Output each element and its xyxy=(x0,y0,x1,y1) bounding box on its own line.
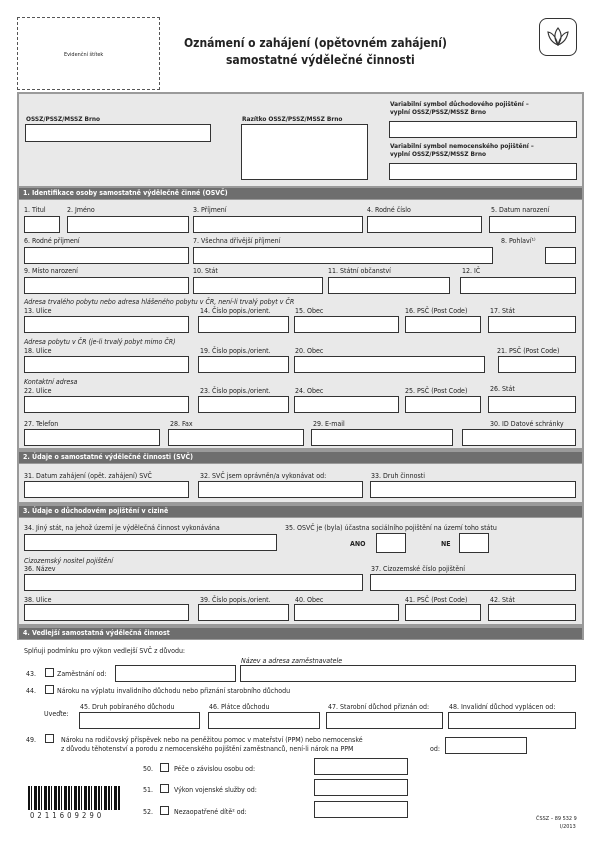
obec-20-field[interactable] xyxy=(294,356,485,373)
uvedte-label: Uveďte: xyxy=(44,710,69,718)
rodne-prijmeni-field[interactable] xyxy=(24,247,189,264)
pece-label: Péče o závislou osobu od: xyxy=(174,765,256,773)
starobni-duchod-field[interactable] xyxy=(326,712,443,729)
ic-field[interactable] xyxy=(460,277,576,294)
psc-21-field[interactable] xyxy=(498,356,576,373)
adresa-pobytu-title: Adresa pobytu v ČR (je-li trvalý pobyt mimo ČR) xyxy=(24,338,176,346)
ne-label: NE xyxy=(441,540,451,548)
rodicovsky-od-label: od: xyxy=(430,745,440,753)
form-version: I/2013 xyxy=(560,824,576,830)
jiny-stat-label: 34. Jiný stát, na jehož území je výdělečná činnost vykonávána xyxy=(24,524,220,532)
ulice-38-label: 38. Ulice xyxy=(24,596,52,604)
leaf-logo-svg xyxy=(540,19,576,55)
obec-24-label: 24. Obec xyxy=(295,387,324,395)
rodicovsky-od-field[interactable] xyxy=(445,737,527,754)
ulice-22-field[interactable] xyxy=(24,396,189,413)
opravnen-od-field[interactable] xyxy=(198,481,363,498)
zamestnavatel-field[interactable] xyxy=(240,665,576,682)
obec-40-label: 40. Obec xyxy=(295,596,324,604)
dite-label: Nezaopatřené dítě² od: xyxy=(174,808,247,816)
rodne-cislo-field[interactable] xyxy=(367,216,482,233)
psc-41-label: 41. PSČ (Post Code) xyxy=(405,596,468,604)
prijmeni-label: 3. Příjmení xyxy=(193,206,227,214)
razitko-label: Razítko OSSZ/PSSZ/MSSZ Brno xyxy=(242,115,343,123)
adresa-trvaleho-pobytu-title: Adresa trvalého pobytu nebo adresa hlášeného pobytu v ČR, není-li trvalý pobyt v ČR xyxy=(24,298,295,306)
ano-label: ANO xyxy=(350,540,366,548)
datum-narozeni-label: 5. Datum narození xyxy=(491,206,550,214)
ulice-13-label: 13. Ulice xyxy=(24,307,52,315)
druh-duchodu-label: 45. Druh pobíraného důchodu xyxy=(80,703,175,711)
section-3-header: 3. Údaje o důchodovém pojištění v cizině xyxy=(19,506,582,517)
item-43-number: 43. xyxy=(26,670,37,678)
rodicovsky-label-2: z důvodu těhotenství a porodu z nemocenského pojištění zaměstnanců, není-li nárok na PPM xyxy=(61,745,354,753)
cizozemske-cislo-label: 37. Cizozemské číslo pojištění xyxy=(371,565,466,573)
druh-cinnosti-field[interactable] xyxy=(370,481,576,498)
section-2-header: 2. Údaje o samostatné výdělečné činnosti (SVČ) xyxy=(19,452,582,463)
razitko-field[interactable] xyxy=(241,124,368,180)
form-title-line2: samostatné výdělečné činnosti xyxy=(226,53,415,67)
opravnen-od-label: 32. SVČ jsem oprávněn/a vykonávat od: xyxy=(200,472,327,480)
jmeno-label: 2. Jméno xyxy=(67,206,95,214)
vs-duchod-field[interactable] xyxy=(389,121,577,138)
cislo-19-label: 19. Číslo popis./orient. xyxy=(200,347,271,355)
form-code: ČSSZ – 89 532 9 xyxy=(536,816,577,822)
starobni-duchod-label: 47. Starobní důchod přiznán od: xyxy=(328,703,430,711)
cislo-23-label: 23. Číslo popis./orient. xyxy=(200,387,271,395)
psc-16-field[interactable] xyxy=(405,316,481,333)
podminka-intro: Splňuji podmínku pro výkon vedlejší SVČ z důvodu: xyxy=(24,647,186,655)
duchod-checkbox[interactable] xyxy=(45,685,54,694)
invalidni-duchod-label: 48. Invalidní důchod vyplácen od: xyxy=(449,703,556,711)
ulice-38-field[interactable] xyxy=(24,604,189,621)
druh-cinnosti-label: 33. Druh činnosti xyxy=(371,472,425,480)
zamestnani-od-field[interactable] xyxy=(115,665,236,682)
cislo-14-field[interactable] xyxy=(198,316,289,333)
ulice-18-label: 18. Ulice xyxy=(24,347,52,355)
jiny-stat-field[interactable] xyxy=(24,534,277,551)
cislo-39-field[interactable] xyxy=(198,604,289,621)
psc-25-field[interactable] xyxy=(405,396,481,413)
stat-field[interactable] xyxy=(193,277,323,294)
rodicovsky-checkbox[interactable] xyxy=(45,734,54,743)
stat-17-field[interactable] xyxy=(488,316,576,333)
rodicovsky-label-1: Nároku na rodičovský příspěvek nebo na peněžitou pomoc v mateřství (PPM) nebo nemocenské xyxy=(61,736,363,744)
ulice-22-label: 22. Ulice xyxy=(24,387,52,395)
nazev-zamestnavatele-label: Název a adresa zaměstnavatele xyxy=(241,657,343,665)
obcanstvi-label: 11. Státní občanství xyxy=(328,267,391,275)
item-50-number: 50. xyxy=(143,765,154,773)
datum-zahajeni-field[interactable] xyxy=(24,481,189,498)
email-label: 29. E-mail xyxy=(313,420,345,428)
stamp-label: Evidenční štítek xyxy=(64,52,104,58)
rodne-cislo-label: 4. Rodné číslo xyxy=(367,206,411,214)
vs-duchod-label-2: vyplní OSSZ/PSSZ/MSSZ Brno xyxy=(390,108,487,116)
ano-checkbox[interactable] xyxy=(376,533,406,553)
vojenska-checkbox[interactable] xyxy=(160,784,169,793)
cislo-19-field[interactable] xyxy=(198,356,289,373)
vs-nemoc-label-2: vyplní OSSZ/PSSZ/MSSZ Brno xyxy=(390,150,487,158)
barcode xyxy=(28,786,120,810)
rodne-prijmeni-label: 6. Rodné příjmení xyxy=(24,237,80,245)
misto-narozeni-label: 9. Místo narození xyxy=(24,267,78,275)
item-52-number: 52. xyxy=(143,808,154,816)
prijmeni-field[interactable] xyxy=(193,216,363,233)
stat-17-label: 17. Stát xyxy=(490,307,515,315)
vs-nemoc-field[interactable] xyxy=(389,163,577,180)
ulice-18-field[interactable] xyxy=(24,356,189,373)
platce-duchodu-label: 46. Plátce důchodu xyxy=(209,703,270,711)
jmeno-field[interactable] xyxy=(67,216,189,233)
pohlavi-field[interactable] xyxy=(545,247,576,264)
cssz-leaf-logo-icon xyxy=(539,18,577,56)
cizozemske-cislo-field[interactable] xyxy=(370,574,576,591)
pece-od-field[interactable] xyxy=(314,758,408,775)
ic-label: 12. IČ xyxy=(462,267,481,275)
psc-41-field[interactable] xyxy=(405,604,481,621)
zamestnani-label: Zaměstnání od: xyxy=(57,670,107,678)
cislo-39-label: 39. Číslo popis./orient. xyxy=(200,596,271,604)
vojenska-label: Výkon vojenské služby od: xyxy=(174,786,257,794)
vsechna-prijmeni-field[interactable] xyxy=(193,247,493,264)
item-51-number: 51. xyxy=(143,786,154,794)
titul-field[interactable] xyxy=(24,216,60,233)
nazev-36-label: 36. Název xyxy=(24,565,56,573)
vs-duchod-label-1: Variabilní symbol důchodového pojištění – xyxy=(390,100,529,108)
stat-26-field[interactable] xyxy=(488,396,576,413)
cislo-14-label: 14. Číslo popis./orient. xyxy=(200,307,271,315)
ne-checkbox[interactable] xyxy=(459,533,489,553)
obec-15-field[interactable] xyxy=(294,316,399,333)
email-field[interactable] xyxy=(311,429,453,446)
datum-zahajeni-label: 31. Datum zahájení (opět. zahájení) SVČ xyxy=(24,472,152,480)
datum-narozeni-field[interactable] xyxy=(489,216,576,233)
datova-schranka-label: 30. ID Datové schránky xyxy=(490,420,564,428)
fax-label: 28. Fax xyxy=(170,420,193,428)
section-4-header: 4. Vedlejší samostatná výdělečná činnost xyxy=(19,628,582,639)
item-44-number: 44. xyxy=(26,687,37,695)
obec-15-label: 15. Obec xyxy=(295,307,324,315)
nazev-36-field[interactable] xyxy=(24,574,363,591)
form-title-line1: Oznámení o zahájení (opětovném zahájení) xyxy=(184,36,447,50)
stat-label: 10. Stát xyxy=(193,267,218,275)
item-49-number: 49. xyxy=(26,736,37,744)
stat-42-field[interactable] xyxy=(488,604,576,621)
stat-26-label: 26. Stát xyxy=(490,385,515,393)
misto-narozeni-field[interactable] xyxy=(24,277,189,294)
vs-nemoc-label-1: Variabilní symbol nemocenského pojištění – xyxy=(390,142,534,150)
datova-schranka-field[interactable] xyxy=(462,429,576,446)
zamestnani-checkbox[interactable] xyxy=(45,668,54,677)
dite-checkbox[interactable] xyxy=(160,806,169,815)
psc-25-label: 25. PSČ (Post Code) xyxy=(405,387,468,395)
dite-od-field[interactable] xyxy=(314,801,408,818)
psc-21-label: 21. PSČ (Post Code) xyxy=(497,347,560,355)
invalidni-duchod-field[interactable] xyxy=(448,712,576,729)
vsechna-prijmeni-label: 7. Všechna dřívější příjmení xyxy=(193,237,281,245)
ucastna-pojisteni-label: 35. OSVČ je (byla) účastna sociálního pojištění na území toho státu xyxy=(285,524,497,532)
obcanstvi-field[interactable] xyxy=(328,277,450,294)
fax-field[interactable] xyxy=(168,429,304,446)
platce-duchodu-field[interactable] xyxy=(208,712,320,729)
office-field[interactable] xyxy=(25,124,211,142)
cislo-23-field[interactable] xyxy=(198,396,289,413)
section-1-header: 1. Identifikace osoby samostatně výdělečně činné (OSVČ) xyxy=(19,188,582,199)
kontaktni-adresa-title: Kontaktní adresa xyxy=(24,378,78,386)
telefon-label: 27. Telefon xyxy=(24,420,59,428)
psc-16-label: 16. PSČ (Post Code) xyxy=(405,307,468,315)
ulice-13-field[interactable] xyxy=(24,316,189,333)
titul-label: 1. Titul xyxy=(24,206,46,214)
duchod-label: Nároku na výplatu invalidního důchodu nebo přiznání starobního důchodu xyxy=(57,687,291,695)
telefon-field[interactable] xyxy=(24,429,160,446)
cizozemsky-nositel-title: Cizozemský nositel pojištění xyxy=(24,557,113,565)
obec-20-label: 20. Obec xyxy=(295,347,324,355)
druh-duchodu-field[interactable] xyxy=(79,712,200,729)
office-label: OSSZ/PSSZ/MSSZ Brno xyxy=(26,115,101,123)
barcode-number: 0 2 1 1 6 0 9 2 9 0 xyxy=(30,811,102,820)
obec-24-field[interactable] xyxy=(294,396,399,413)
evidencni-stitek-box xyxy=(17,17,160,90)
stat-42-label: 42. Stát xyxy=(490,596,515,604)
vojenska-od-field[interactable] xyxy=(314,779,408,796)
obec-40-field[interactable] xyxy=(294,604,399,621)
pece-checkbox[interactable] xyxy=(160,763,169,772)
pohlavi-label: 8. Pohlaví¹⁾ xyxy=(501,237,536,245)
